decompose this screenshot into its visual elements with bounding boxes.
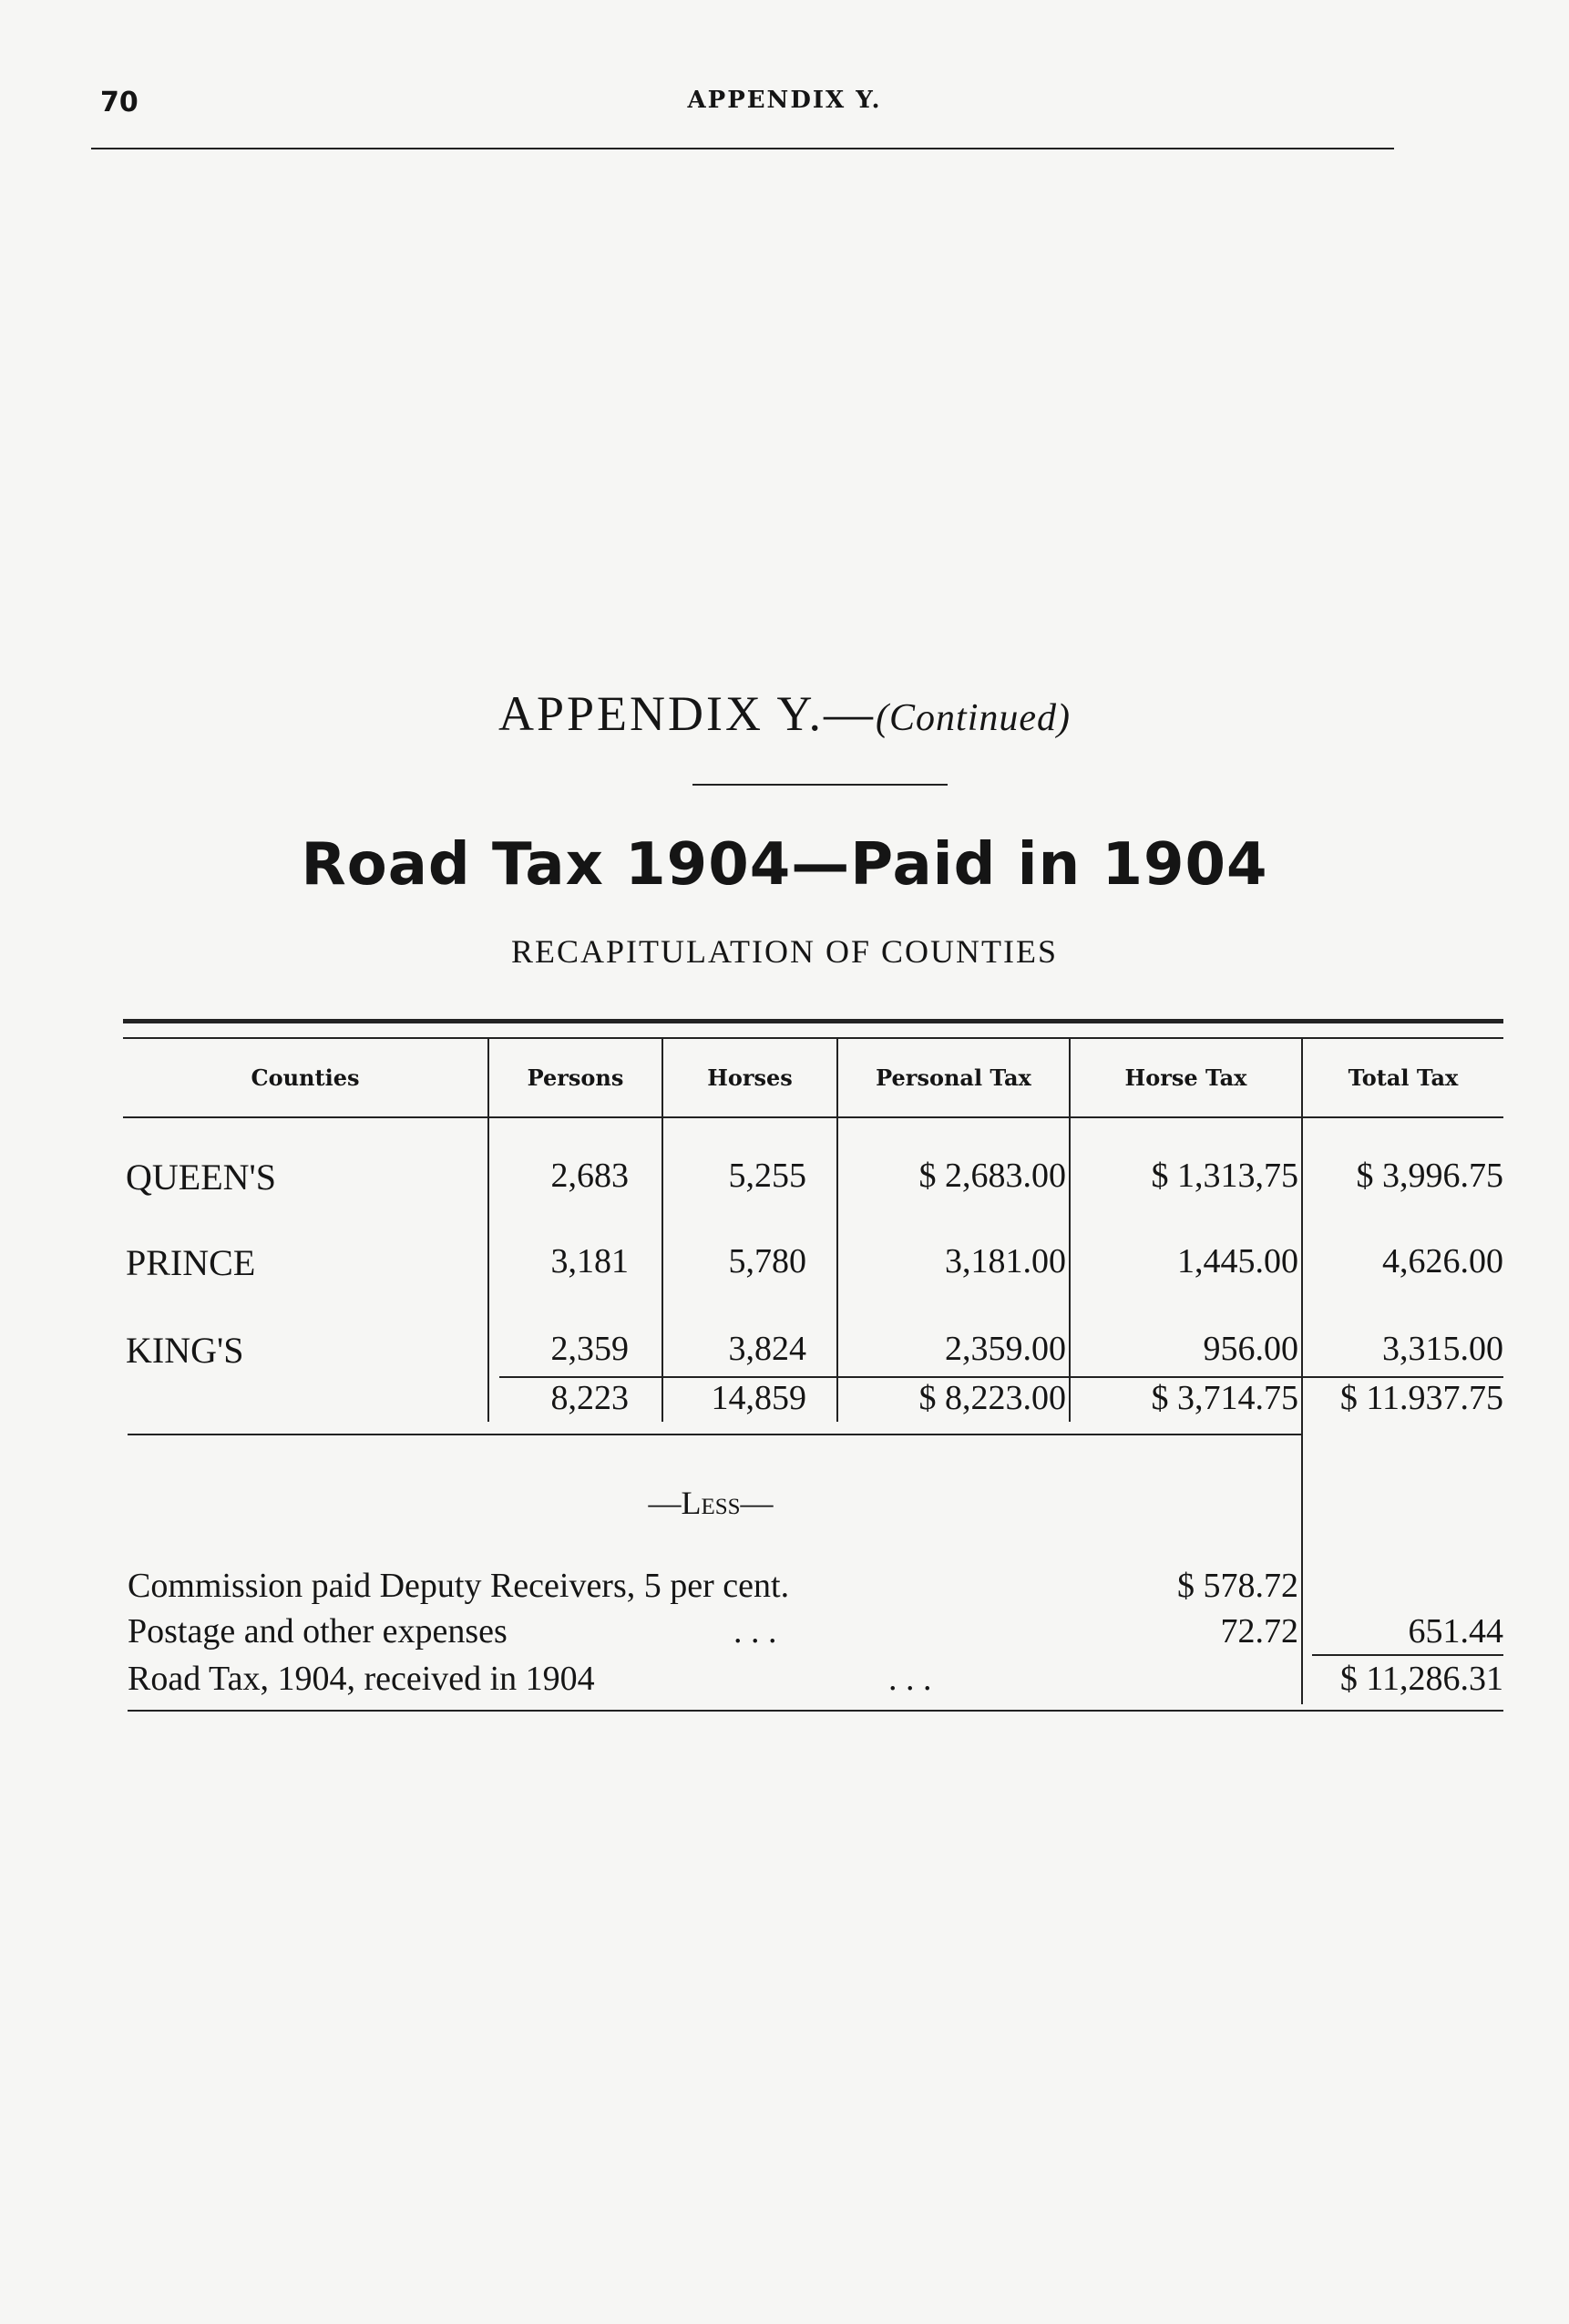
header-personal-tax: Personal Tax — [876, 1064, 1031, 1091]
less-item-commission: Commission paid Deputy Receivers, 5 per cent. — [128, 1567, 790, 1605]
col-sep-2 — [661, 1039, 663, 1422]
running-head: APPENDIX Y. — [687, 87, 882, 114]
horses-kings: 3,824 — [728, 1330, 806, 1368]
table-top-rule-thick — [123, 1019, 1503, 1023]
less-label: Less — [681, 1485, 741, 1521]
table-top-rule-thin — [123, 1037, 1503, 1039]
header-total-tax: Total Tax — [1348, 1064, 1459, 1091]
final-rule — [128, 1710, 1503, 1712]
total-tax-kings: 3,315.00 — [1382, 1330, 1503, 1368]
less-amount-commission: $ 578.72 — [1177, 1567, 1298, 1605]
appendix-title — [0, 685, 1569, 742]
horse-tax-kings: 956.00 — [1203, 1330, 1298, 1368]
persons-kings: 2,359 — [550, 1330, 629, 1368]
header-horse-tax: Horse Tax — [1124, 1064, 1247, 1091]
horses-prince: 5,780 — [728, 1242, 806, 1280]
less-amount-postage: 72.72 — [1220, 1612, 1298, 1650]
header-rule — [91, 148, 1394, 149]
total-personal-tax: $ 8,223.00 — [918, 1379, 1066, 1417]
less-total-road-tax: $ 11,286.31 — [1339, 1660, 1503, 1698]
header-horses: Horses — [707, 1064, 793, 1091]
less-total-expenses: 651.44 — [1408, 1612, 1503, 1650]
total-persons: 8,223 — [550, 1379, 629, 1417]
less-dots-road-tax: . . . — [888, 1660, 932, 1698]
horse-tax-queens: $ 1,313,75 — [1151, 1157, 1298, 1195]
title-rule — [692, 784, 948, 786]
col-sep-4 — [1069, 1039, 1071, 1422]
county-queens: QUEEN'S — [126, 1157, 276, 1198]
header-counties: Counties — [251, 1064, 360, 1091]
horses-queens: 5,255 — [728, 1157, 806, 1195]
total-total-tax: $ 11.937.75 — [1339, 1379, 1503, 1417]
appendix-title-main: APPENDIX Y.— — [497, 686, 877, 741]
persons-prince: 3,181 — [550, 1242, 629, 1280]
main-title: Road Tax 1904—Paid in 1904 — [301, 831, 1268, 899]
county-prince: PRINCE — [126, 1242, 256, 1283]
personal-tax-prince: 3,181.00 — [945, 1242, 1066, 1280]
total-tax-prince: 4,626.00 — [1382, 1242, 1503, 1280]
county-kings: KING'S — [126, 1330, 244, 1371]
appendix-title-continued: (Continued) — [876, 697, 1072, 739]
subtitle: RECAPITULATION OF COUNTIES — [511, 933, 1058, 970]
less-dots-postage: . . . — [733, 1612, 777, 1650]
less-dash-right: — — [740, 1485, 774, 1521]
page-number: 70 — [100, 87, 138, 118]
table-bottom-rule — [128, 1434, 1303, 1435]
less-dash-left: — — [648, 1485, 682, 1521]
header-persons: Persons — [527, 1064, 624, 1091]
total-horses: 14,859 — [711, 1379, 806, 1417]
less-heading — [0, 1484, 1421, 1522]
col-sep-5 — [1301, 1039, 1303, 1704]
less-item-road-tax: Road Tax, 1904, received in 1904 — [128, 1660, 595, 1698]
col-sep-3 — [836, 1039, 838, 1422]
personal-tax-kings: 2,359.00 — [945, 1330, 1066, 1368]
col-sep-1 — [487, 1039, 489, 1422]
total-tax-queens: $ 3,996.75 — [1356, 1157, 1503, 1195]
total-horse-tax: $ 3,714.75 — [1151, 1379, 1298, 1417]
less-item-postage: Postage and other expenses — [128, 1612, 508, 1650]
less-sum-rule — [1312, 1654, 1503, 1656]
personal-tax-queens: $ 2,683.00 — [918, 1157, 1066, 1195]
persons-queens: 2,683 — [550, 1157, 629, 1195]
header-bottom-rule — [123, 1116, 1503, 1118]
horse-tax-prince: 1,445.00 — [1177, 1242, 1298, 1280]
